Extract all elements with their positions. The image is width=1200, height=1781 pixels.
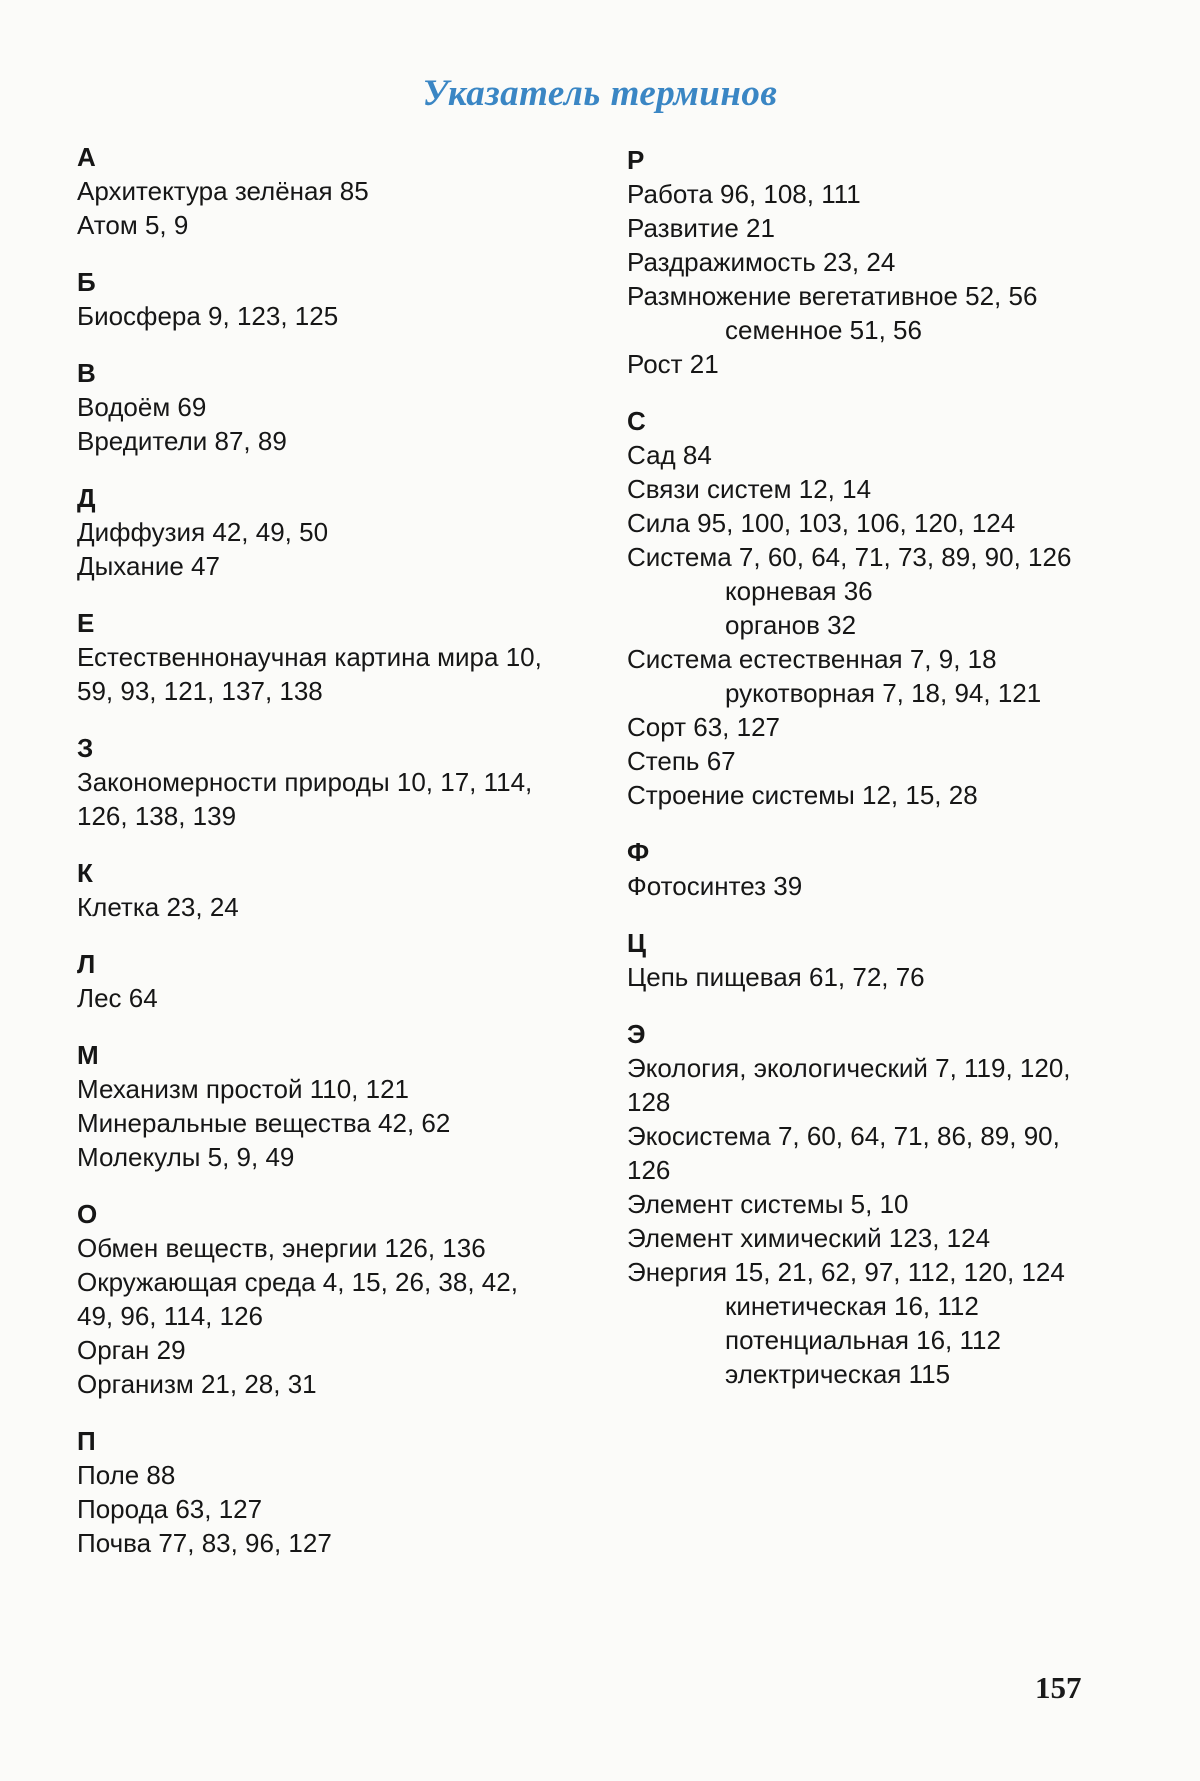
index-entry: Дыхание 47 bbox=[77, 549, 557, 583]
index-letter-group bbox=[77, 947, 557, 1015]
index-entry: Биосфера 9, 123, 125 bbox=[77, 299, 557, 333]
index-subentry: семенное 51, 56 bbox=[627, 313, 1107, 347]
index-letter-group bbox=[77, 1197, 557, 1401]
index-entry: Система естественная 7, 9, 18 bbox=[627, 642, 1107, 676]
index-letter-group bbox=[627, 143, 1107, 381]
index-entry: Закономерности природы 10, 17, 114, 126, 138, 139 bbox=[77, 765, 557, 833]
index-entry: Порода 63, 127 bbox=[77, 1492, 557, 1526]
index-letter-heading: Л bbox=[77, 947, 557, 981]
index-entry: Система 7, 60, 64, 71, 73, 89, 90, 126 bbox=[627, 540, 1107, 574]
index-entry: Связи систем 12, 14 bbox=[627, 472, 1107, 506]
index-letter-heading: А bbox=[77, 140, 557, 174]
index-entry: Сила 95, 100, 103, 106, 120, 124 bbox=[627, 506, 1107, 540]
index-letter-group bbox=[77, 140, 557, 242]
page-title: Указатель терминов bbox=[0, 72, 1200, 115]
index-entry: Клетка 23, 24 bbox=[77, 890, 557, 924]
index-letter-heading: Ф bbox=[627, 835, 1107, 869]
index-entry: Механизм простой 110, 121 bbox=[77, 1072, 557, 1106]
index-entry: Минеральные вещества 42, 62 bbox=[77, 1106, 557, 1140]
index-entry: Сад 84 bbox=[627, 438, 1107, 472]
index-letter-group bbox=[77, 265, 557, 333]
index-letter-group bbox=[627, 835, 1107, 903]
index-entry: Диффузия 42, 49, 50 bbox=[77, 515, 557, 549]
index-letter-heading: Р bbox=[627, 143, 1107, 177]
index-column-left bbox=[77, 140, 557, 1583]
index-entry: Элемент химический 123, 124 bbox=[627, 1221, 1107, 1255]
index-column-right bbox=[627, 143, 1107, 1414]
index-entry: Орган 29 bbox=[77, 1333, 557, 1367]
index-letter-heading: В bbox=[77, 356, 557, 390]
index-letter-heading: З bbox=[77, 731, 557, 765]
index-letter-group bbox=[77, 731, 557, 833]
index-letter-heading: М bbox=[77, 1038, 557, 1072]
index-letter-heading: Е bbox=[77, 606, 557, 640]
index-letter-group bbox=[77, 856, 557, 924]
index-letter-group bbox=[77, 606, 557, 708]
index-letter-heading: Ц bbox=[627, 926, 1107, 960]
index-letter-heading: К bbox=[77, 856, 557, 890]
index-entry: Сорт 63, 127 bbox=[627, 710, 1107, 744]
index-letter-heading: Б bbox=[77, 265, 557, 299]
index-entry: Архитектура зелёная 85 bbox=[77, 174, 557, 208]
index-entry: Вредители 87, 89 bbox=[77, 424, 557, 458]
index-subentry: потенциальная 16, 112 bbox=[627, 1323, 1107, 1357]
index-entry: Степь 67 bbox=[627, 744, 1107, 778]
index-letter-group bbox=[627, 404, 1107, 812]
index-entry: Водоём 69 bbox=[77, 390, 557, 424]
index-entry: Строение системы 12, 15, 28 bbox=[627, 778, 1107, 812]
index-subentry: электрическая 115 bbox=[627, 1357, 1107, 1391]
index-entry: Развитие 21 bbox=[627, 211, 1107, 245]
index-letter-heading: Э bbox=[627, 1017, 1107, 1051]
index-entry: Лес 64 bbox=[77, 981, 557, 1015]
index-entry: Экосистема 7, 60, 64, 71, 86, 89, 90, 126 bbox=[627, 1119, 1107, 1187]
index-subentry: органов 32 bbox=[627, 608, 1107, 642]
index-entry: Поле 88 bbox=[77, 1458, 557, 1492]
index-letter-group bbox=[77, 1038, 557, 1174]
index-entry: Рост 21 bbox=[627, 347, 1107, 381]
index-entry: Молекулы 5, 9, 49 bbox=[77, 1140, 557, 1174]
index-subentry: корневая 36 bbox=[627, 574, 1107, 608]
index-page bbox=[0, 0, 1200, 1781]
index-entry: Фотосинтез 39 bbox=[627, 869, 1107, 903]
index-letter-group bbox=[627, 926, 1107, 994]
index-letter-group bbox=[627, 1017, 1107, 1391]
index-letter-heading: П bbox=[77, 1424, 557, 1458]
index-subentry: кинетическая 16, 112 bbox=[627, 1289, 1107, 1323]
index-entry: Организм 21, 28, 31 bbox=[77, 1367, 557, 1401]
index-entry: Почва 77, 83, 96, 127 bbox=[77, 1526, 557, 1560]
index-letter-heading: Д bbox=[77, 481, 557, 515]
page-number: 157 bbox=[1035, 1670, 1082, 1706]
index-entry: Размножение вегетативное 52, 56 bbox=[627, 279, 1107, 313]
index-letter-heading: С bbox=[627, 404, 1107, 438]
index-entry: Окружающая среда 4, 15, 26, 38, 42, 49, 96, 114, 126 bbox=[77, 1265, 557, 1333]
index-letter-heading: О bbox=[77, 1197, 557, 1231]
index-subentry: рукотворная 7, 18, 94, 121 bbox=[627, 676, 1107, 710]
index-entry: Экология, экологический 7, 119, 120, 128 bbox=[627, 1051, 1107, 1119]
index-letter-group bbox=[77, 1424, 557, 1560]
index-entry: Энергия 15, 21, 62, 97, 112, 120, 124 bbox=[627, 1255, 1107, 1289]
index-entry: Раздражимость 23, 24 bbox=[627, 245, 1107, 279]
index-entry: Цепь пищевая 61, 72, 76 bbox=[627, 960, 1107, 994]
index-entry: Работа 96, 108, 111 bbox=[627, 177, 1107, 211]
index-entry: Обмен веществ, энергии 126, 136 bbox=[77, 1231, 557, 1265]
index-entry: Атом 5, 9 bbox=[77, 208, 557, 242]
index-letter-group bbox=[77, 481, 557, 583]
index-entry: Естественнонаучная картина мира 10, 59, 93, 121, 137, 138 bbox=[77, 640, 557, 708]
index-letter-group bbox=[77, 356, 557, 458]
index-entry: Элемент системы 5, 10 bbox=[627, 1187, 1107, 1221]
